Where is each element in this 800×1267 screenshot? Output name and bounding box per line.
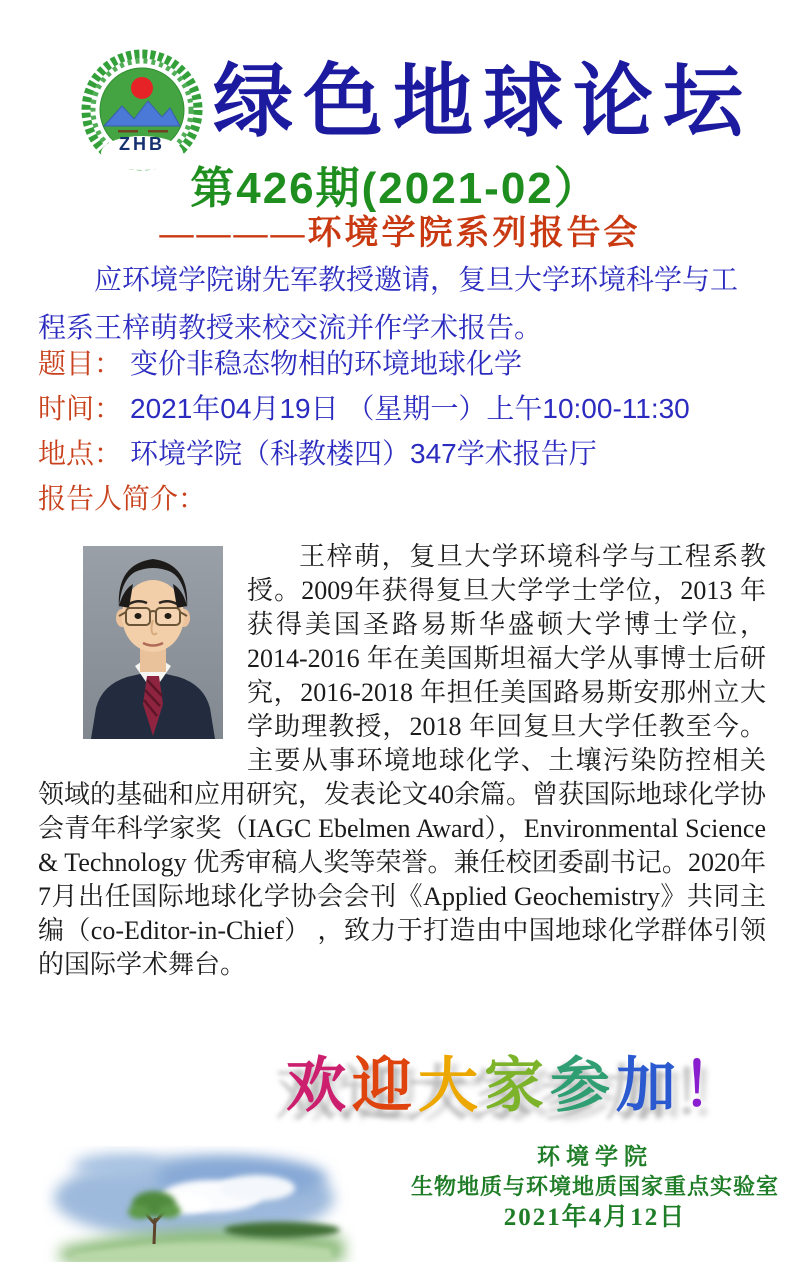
- svg-text:ZHB: ZHB: [119, 134, 165, 154]
- footer-lab: 生物地质与环境地质国家重点实验室: [410, 1174, 779, 1199]
- speaker-bio-text: 王梓萌，复旦大学环境科学与工程系教授。2009年获得复旦大学学士学位，2013 年获得美国圣路易斯华盛顿大学博士学位，2014-2016 年在美国斯坦福大学从事博士后研究，2016-2018 年担任美国路易斯安那州立大学助理教授，2018 年回复旦大学任教至今。主要从事环境地球化学、土壤污染防控相关领域的基础和应用研究，发表论文40余篇。曾获国际地球化学协会青年科学家奖（IAGC Ebelmen Award），Environmental Science & Technology 优秀审稿人奖等荣誉。兼任校团委副书记。2020年7月出任国际地球化学协会会刊《Applied Geochemistry》共同主编（co-Editor-in-Chief） ，致力于打造由中国地球化学群体引领的国际学术舞台。: [38, 542, 767, 979]
- welcome-char: 大: [418, 1053, 478, 1119]
- welcome-char: 欢: [286, 1053, 346, 1119]
- event-info: [38, 341, 764, 521]
- footer-date: 2021年4月12日: [503, 1204, 687, 1231]
- welcome-char: ！: [682, 1053, 742, 1119]
- footer-school: 环境学院: [537, 1144, 653, 1169]
- info-row-speaker-intro: [38, 476, 764, 521]
- landscape-image: [42, 1146, 357, 1262]
- time-label: 时间：: [38, 393, 123, 424]
- location-value: 环境学院（科教楼四）347学术报告厅: [130, 438, 597, 469]
- welcome-char: 加: [616, 1053, 676, 1119]
- topic-label: 题目：: [38, 348, 123, 379]
- speaker-photo: [83, 546, 223, 739]
- topic-value: 变价非稳态物相的环境地球化学: [130, 348, 523, 379]
- location-label: 地点：: [38, 438, 123, 469]
- speaker-bio-section: [38, 540, 766, 982]
- welcome-banner: [0, 1038, 800, 1124]
- welcome-char: 迎: [352, 1053, 412, 1119]
- forum-title: 绿色地球论坛: [213, 59, 753, 147]
- welcome-char: 参: [550, 1053, 610, 1119]
- info-row-time: [38, 386, 764, 431]
- footer-signature: [395, 1142, 795, 1234]
- time-value: 2021年04月19日 （星期一）上午10:00-11:30: [130, 393, 690, 424]
- info-row-location: [38, 431, 764, 476]
- series-subtitle: ————环境学院系列报告会: [159, 215, 641, 252]
- welcome-char: 家: [484, 1053, 544, 1119]
- intro-paragraph: 应环境学院谢先军教授邀请，复旦大学环境科学与工程系王梓萌教授来校交流并作学术报告。: [38, 264, 739, 343]
- issue-number: 第426期(2021-02）: [190, 164, 600, 213]
- speaker-intro-label: 报告人简介：: [38, 483, 207, 514]
- info-row-topic: [38, 341, 764, 386]
